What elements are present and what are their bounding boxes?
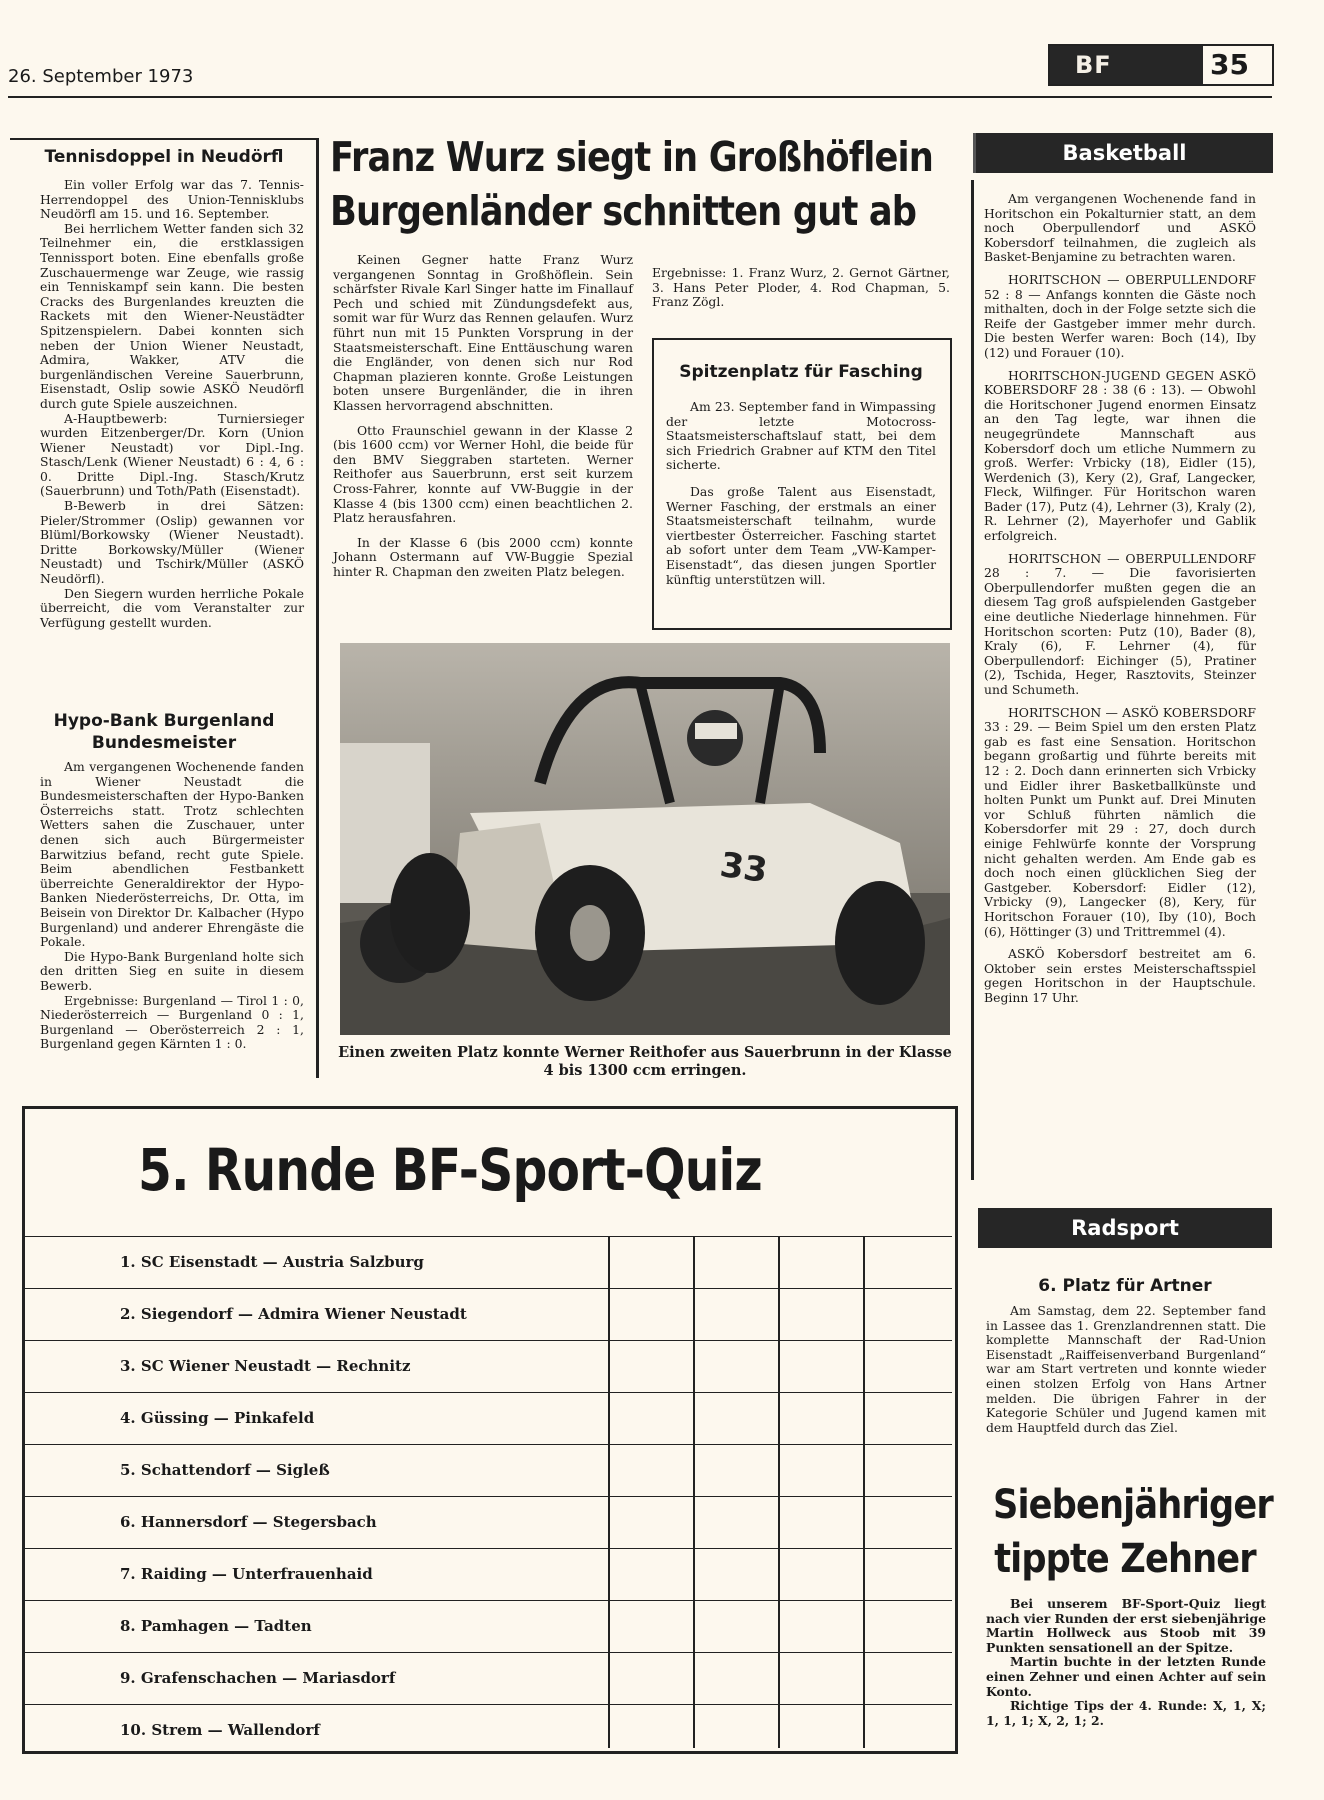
fasching-article [666, 400, 936, 587]
siebenjaehriger-paragraph: Martin buchte in der letzten Runde einen Zehner und einen Achter auf sein Konto. [986, 1654, 1266, 1699]
quiz-table [25, 1236, 952, 1748]
buggy-photo [340, 643, 950, 1035]
quiz-match: 6. Hannersdorf — Stegersbach [120, 1513, 377, 1531]
wurz-paragraph: In der Klasse 6 (bis 2000 ccm) konnte Johann Ostermann auf VW-Buggie Spezial hinter R. Chapman den zweiten Platz belegen. [333, 534, 633, 579]
wurz-results-text: Ergebnisse: 1. Franz Wurz, 2. Gernot Gärtner, 3. Hans Peter Ploder, 4. Rod Chapman, 5. Franz Zögl. [652, 265, 950, 310]
basketball-paragraph: ASKÖ Kobersdorf bestreitet am 6. Oktober sein erstes Meisterschaftsspiel gegen Horitschon in der Hauptschule. Beginn 17 Uhr. [984, 946, 1256, 1005]
header-rule [8, 96, 1272, 98]
section-badge-dark [1050, 46, 1203, 84]
quiz-row [25, 1444, 952, 1497]
wurz-results [652, 266, 950, 310]
quiz-row [25, 1652, 952, 1705]
quiz-match: 5. Schattendorf — Sigleß [120, 1461, 330, 1479]
quiz-match: 8. Pamhagen — Tadten [120, 1617, 312, 1635]
buggy-photo-image [340, 643, 950, 1035]
quiz-tip-column-line [693, 1236, 695, 1748]
page-number: 35 [1210, 48, 1249, 81]
quiz-row [25, 1288, 952, 1341]
wurz-paragraph: Otto Fraunschiel gewann in der Klasse 2 (bis 1600 ccm) vor Werner Hohl, die beide für den BMV Sieggraben starteten. Werner Reithofer aus Sauerbrunn, erst seit kurzem Cross-Fahrer, konnte auf VW-Buggie in der Klasse 4 (bis 1300 ccm) einen beachtlichen 2. Platz herausfahren. [333, 422, 633, 526]
quiz-row [25, 1548, 952, 1601]
siebenjaehriger-paragraph: Richtige Tips der 4. Runde: X, 1, X; 1, 1, 1; X, 2, 1; 2. [986, 1698, 1266, 1728]
quiz-match: 3. SC Wiener Neustadt — Rechnitz [120, 1357, 411, 1375]
hypo-paragraph: Die Hypo-Bank Burgenland holte sich den dritten Sieg en suite in diesem Bewerb. [40, 948, 304, 993]
quiz-row [25, 1496, 952, 1549]
basketball-paragraph: HORITSCHON — OBERPULLENDORF 52 : 8 — Anfangs konnten die Gäste noch mithalten, doch in der Folge setzte sich die Reife der Gastgeber immer mehr durch. Die besten Werfer waren: Boch (14), Iby (12) und Forauer (10). [984, 271, 1256, 360]
radsport-subtitle: 6. Platz für Artner [1038, 1276, 1212, 1296]
siebenjaehriger-line1: Siebenjähriger [993, 1482, 1273, 1528]
hypo-title-line2: Bundesmeister [91, 733, 237, 753]
basketball-paragraph: HORITSCHON-JUGEND GEGEN ASKÖ KOBERSDORF 28 : 38 (6 : 13). — Obwohl die Horitschoner Jugend enormen Einsatz an den Tag legte, war ihnen die neugegründete Mannschaft aus Kobersdorf doch um etliche Nummern zu groß. Werfer: Vrbicky (18), Eidler (15), Werdenich (3), Kery (2), Graf, Langecker, Fleck, Wilfinger. Für Horitschon waren Bader (17), Putz (4), Lehrner (3), Kraly (2), R. Lehrner (2), Mayerhofer und Gablik erfolgreich. [984, 367, 1256, 544]
hypo-article [40, 760, 304, 1052]
quiz-row [25, 1340, 952, 1393]
basketball-paragraph: HORITSCHON — OBERPULLENDORF 28 : 7. — Die favorisierten Oberpullendorfer mußten gegen die an diesem Tag groß aufspielenden Gastgeber eine deutliche Niederlage hinnehmen. Für Horitschon scorten: Putz (10), Bader (8), Kraly (6), F. Lehrner (4), für Oberpullendorf: Eichinger (5), Pratiner (2), Tschida, Heger, Rasztovits, Steinzer und Schumeth. [984, 550, 1256, 697]
siebenjaehriger-line2: tippte Zehner [994, 1536, 1256, 1582]
hypo-paragraph: Am vergangenen Wochenende fanden in Wiener Neustadt die Bundesmeisterschaften der Hypo-Banken Österreichs statt. Trotz schlechten Wetters sahen die Zuschauer, unter denen sich auch Bürgermeister Barwitzius befand, recht gute Spiele. Beim abendlichen Festbankett überreichte Generaldirektor der Hypo-Banken Niederösterreichs, Dr. Otta, im Beisein von Direktor Dr. Kalbacher (Hypo Burgenland) und anderer Ehrengäste die Pokale. [40, 759, 304, 950]
basketball-divider [971, 180, 974, 1180]
quiz-title: 5. Runde BF-Sport-Quiz [138, 1136, 762, 1204]
basketball-paragraph: Am vergangenen Wochenende fand in Horitschon ein Pokalturnier statt, an dem noch Oberpullendorf und ASKÖ Kobersdorf teilnahmen, die zugleich als Basket-Benjamine zu betrachten waren. [984, 191, 1256, 265]
siebenjaehriger-paragraph: Bei unserem BF-Sport-Quiz liegt nach vier Runden der erst siebenjährige Martin Hollweck aus Stoob mit 39 Punkten sensationell an der Spitze. [986, 1596, 1266, 1655]
radsport-paragraph: Am Samstag, dem 22. September fand in Lassee das 1. Grenzlandrennen statt. Die komplette Mannschaft der Rad-Union Eisenstadt „Raiffeisenverband Burgenland“ war am Start vertreten und konnte wieder einen stolzen Erfolg von Hans Artner melden. Die übrigen Fahrer in der Kategorie Schüler und Jugend kamen mit dem Hauptfeld durch das Ziel. [986, 1303, 1266, 1435]
quiz-match: 2. Siegendorf — Admira Wiener Neustadt [120, 1305, 467, 1323]
tennis-paragraph: Ein voller Erfolg war das 7. Tennis-Herrendoppel des Union-Tennisklubs Neudörfl am 15. und 16. September. [40, 177, 304, 222]
tennis-paragraph: B-Bewerb in drei Sätzen: Pieler/Strommer (Oslip) gewannen vor Blüml/Borkowsky (Wiener Neustadt). Dritte Borkowsky/Müller (Wiener Neustadt) und Tschirk/Müller (ASKÖ Neudörfl). [40, 498, 304, 587]
issue-date: 26. September 1973 [8, 66, 194, 87]
quiz-tip-column-line [608, 1236, 610, 1748]
quiz-match: 4. Güssing — Pinkafeld [120, 1409, 315, 1427]
section-label: BF [1075, 51, 1112, 79]
quiz-match: 7. Raiding — Unterfrauenhaid [120, 1565, 373, 1583]
tennis-paragraph: Bei herrlichem Wetter fanden sich 32 Teilnehmer ein, die erstklassigen Tennissport boten. Eine ebenfalls große Zuschauermenge war Zeuge, wie rassig ein Tenniskampf sein kann. Die besten Cracks des Burgenlandes kreuzten die Rackets mit den Wiener-Neustädter Spitzenspielern. Dabei konnten sich neben der Union Wiener Neustadt, Admira, Wakker, ATV die burgenländischen Vereine Sauerbrunn, Eisenstadt, Oslip sowie ASKÖ Neudörfl durch gute Spiele auszeichnen. [40, 220, 304, 411]
hypo-title [14, 710, 314, 754]
basketball-article [984, 192, 1256, 1005]
quiz-tip-column-line [778, 1236, 780, 1748]
fasching-paragraph: Das große Talent aus Eisenstadt, Werner Fasching, der erstmals an einer Staatsmeisterschaft teilnahm, wurde viertbester Österreicher. Fasching startet ab sofort unter dem Team „VW-Kamper-Eisenstadt“, das diesen jungen Sportler künftig unterstützen will. [666, 483, 936, 587]
tennis-paragraph: A-Hauptbewerb: Turniersieger wurden Eitzenberger/Dr. Korn (Union Wiener Neustadt) vor Dipl.-Ing. Stasch/Lenk (Wiener Neustadt) 6 : 4, 6 : 0. Dritte Dipl.-Ing. Stasch/Krutz (Sauerbrunn) und Toth/Path (Eisenstadt). [40, 410, 304, 499]
tennis-article [40, 178, 304, 630]
photo-caption: Einen zweiten Platz konnte Werner Reithofer aus Sauerbrunn in der Klasse 4 bis 1300 ccm erringen. [338, 1044, 952, 1079]
quiz-row [25, 1392, 952, 1445]
fasching-title: Spitzenplatz für Fasching [679, 362, 923, 382]
siebenjaehriger-headline [993, 1478, 1273, 1586]
hypo-title-line1: Hypo-Bank Burgenland [53, 711, 275, 731]
quiz-tip-column-line [863, 1236, 865, 1748]
wurz-headline-line2: Burgenländer schnitten gut ab [330, 187, 917, 235]
wurz-article-col1 [333, 253, 633, 579]
fasching-paragraph: Am 23. September fand in Wimpassing der letzte Motocross-Staatsmeisterschaftslauf statt, bei dem sich Friedrich Grabner auf KTM den Titel sicherte. [666, 399, 936, 473]
quiz-match: 10. Strem — Wallendorf [120, 1721, 320, 1739]
quiz-match: 9. Grafenschachen — Mariasdorf [120, 1669, 396, 1687]
wurz-paragraph: Keinen Gegner hatte Franz Wurz vergangenen Sonntag in Großhöflein. Sein schärfster Rivale Karl Singer hatte im Finallauf Pech und schied mit Zündungsdefekt aus, somit war für Wurz das Rennen gelaufen. Wurz führt nun mit 15 Punkten Vorsprung in der Staatsmeisterschaft. Eine Enttäuschung waren die Engländer, von denen sich nur Rod Chapman plazieren konnte. Große Leistungen boten unsere Burgenländer, die in ihren Klassen hervorragend abschnitten. [333, 252, 633, 413]
basketball-header: Basketball [973, 133, 1273, 173]
buggy-number: 33 [717, 844, 770, 892]
tennis-paragraph: Den Siegern wurden herrliche Pokale überreicht, die vom Veranstalter zur Verfügung gestellt wurden. [40, 585, 304, 630]
wurz-headline [330, 130, 934, 238]
wurz-headline-line1: Franz Wurz siegt in Großhöflein [330, 133, 934, 181]
basketball-paragraph: HORITSCHON — ASKÖ KOBERSDORF 33 : 29. — Beim Spiel um den ersten Platz gab es fast eine Sensation. Horitschon begann großartig und führte bereits mit 12 : 2. Doch dann erinnerten sich Vrbicky und Eidler ihrer Basketballkünste und holten Punkt um Punkt auf. Drei Minuten vor Schluß führten nämlich die Kobersdorfer mit 29 : 27, doch durch einige Fehlwürfe konnte der Vorsprung nicht gehalten werden. Am Ende gab es doch noch einen glücklichen Sieg der Gastgeber. Kobersdorf: Eidler (12), Vrbicky (9), Langecker (8), Kery, für Horitschon Forauer (10), Iby (10), Boch (6), Höttinger (3) und Trittremmel (4). [984, 704, 1256, 939]
radsport-article [986, 1304, 1266, 1435]
quiz-match: 1. SC Eisenstadt — Austria Salzburg [120, 1253, 424, 1271]
radsport-header: Radsport [978, 1208, 1272, 1248]
siebenjaehriger-article [986, 1597, 1266, 1728]
quiz-row [25, 1236, 952, 1289]
quiz-row [25, 1704, 952, 1757]
quiz-row [25, 1600, 952, 1653]
tennis-title: Tennisdoppel in Neudörfl [44, 147, 284, 167]
hypo-paragraph: Ergebnisse: Burgenland — Tirol 1 : 0, Niederösterreich — Burgenland 0 : 1, Burgenland — Oberösterreich 2 : 1, Burgenland gegen Kärnten 1 : 0. [40, 992, 304, 1052]
